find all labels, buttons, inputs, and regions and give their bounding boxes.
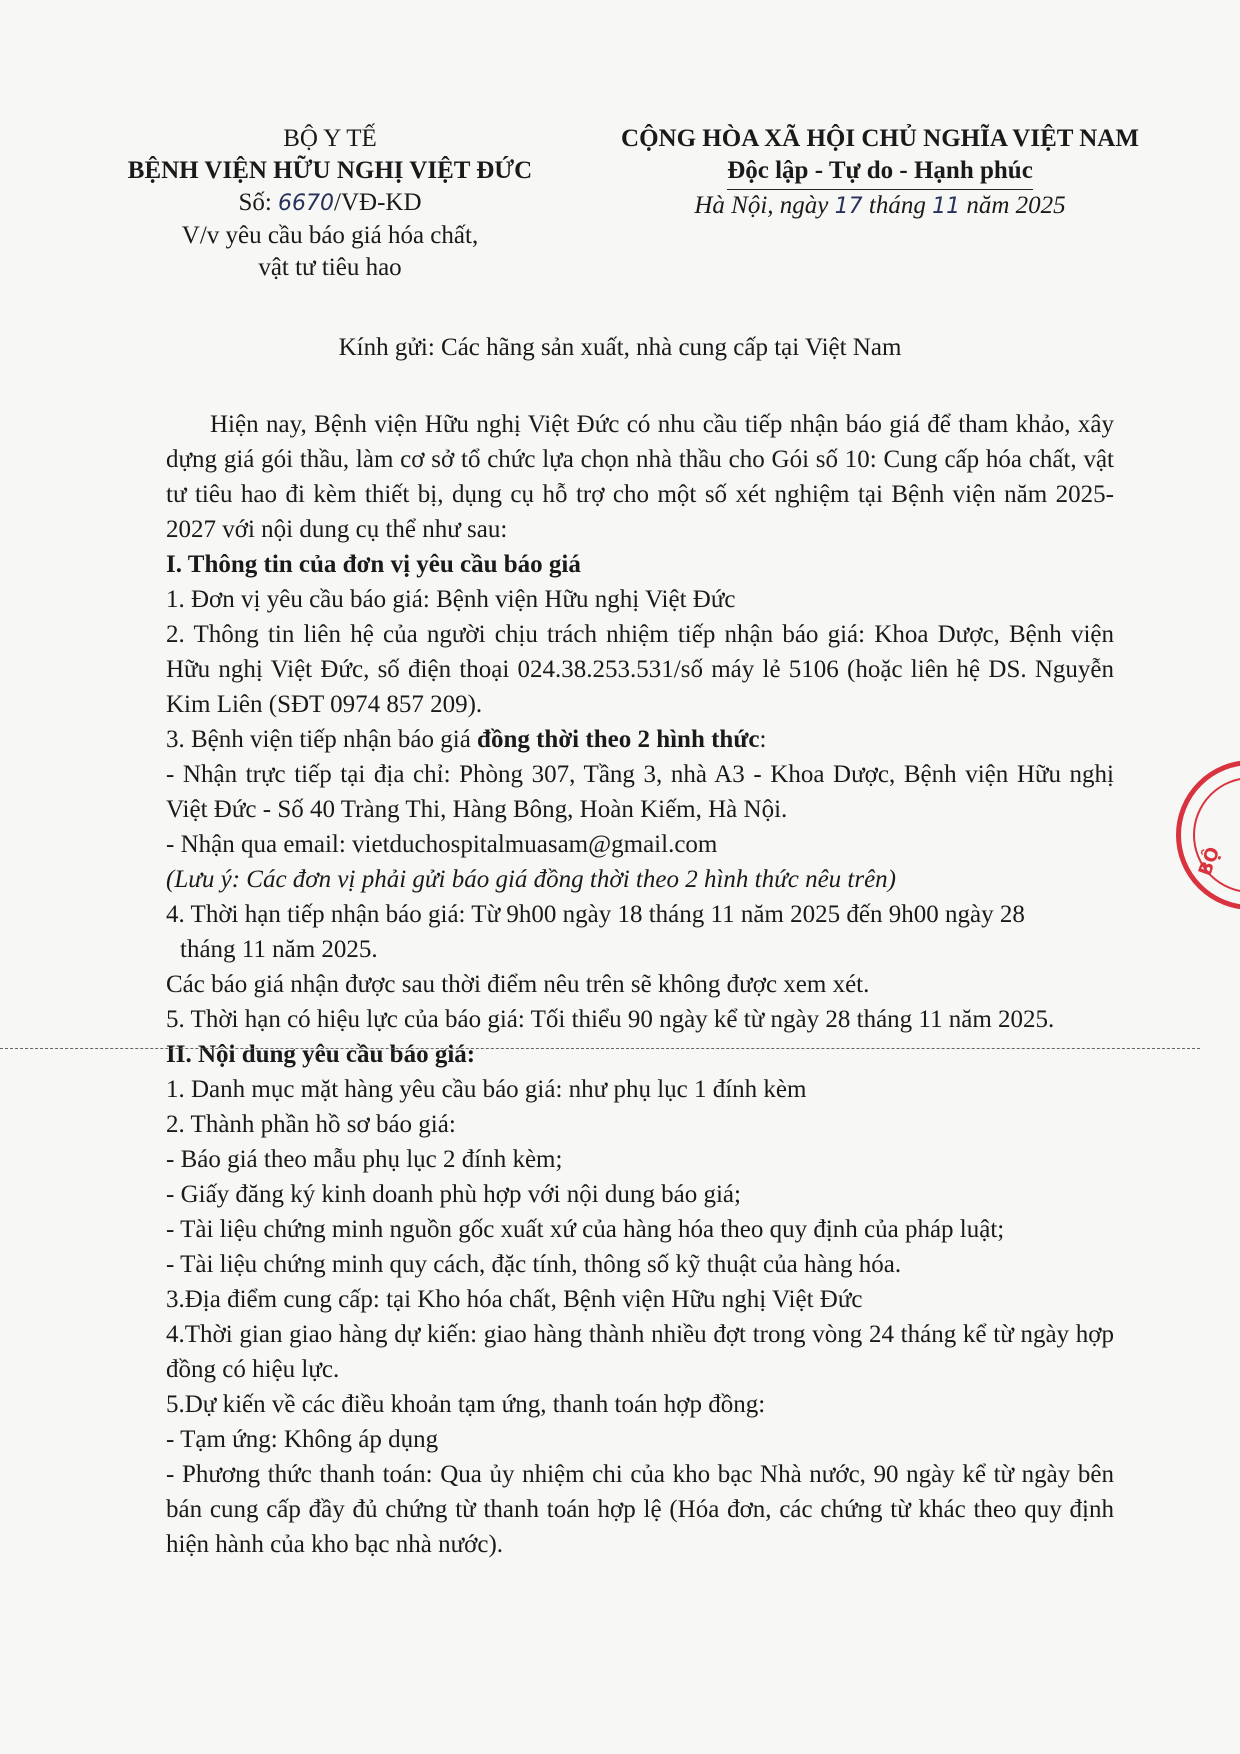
s1-item-3-emphasis: đồng thời theo 2 hình thức [477,726,760,753]
s1-item-3-email: - Nhận qua email: vietduchospitalmuasam@gmail.com [166,831,718,858]
section-1-title: I. Thông tin của đơn vị yêu cầu báo giá [166,551,581,578]
red-seal-stamp [1176,760,1240,910]
s1-item-3-colon: : [759,726,767,753]
s1-item-4-cont: tháng 11 năm 2025. [180,936,378,963]
s1-late-note: Các báo giá nhận được sau thời điểm nêu trên sẽ không được xem xét. [166,971,870,998]
national-motto: Độc lập - Tự do - Hạnh phúc [727,155,1033,190]
s2-item-2-c: - Tài liệu chứng minh nguồn gốc xuất xứ của hàng hóa theo quy định của pháp luật; [166,1216,1005,1243]
s2-item-5: 5.Dự kiến về các điều khoản tạm ứng, thanh toán hợp đồng: [166,1391,766,1418]
date-month-handwritten: 11 [932,194,961,219]
s2-item-5-b: - Phương thức thanh toán: Qua ủy nhiệm chi của kho bạc Nhà nước, 90 ngày kể từ ngày bên bán cung cấp đầy đủ chứng từ thanh toán hợp lệ (Hóa đơn, các chứng từ khác theo quy định hiện hành của kho bạc nhà nước). [166,1461,1114,1558]
section-2-title: II. Nội dung yêu cầu báo giá: [166,1041,476,1068]
national-heading [600,123,1160,223]
s2-item-2: 2. Thành phần hồ sơ báo giá: [166,1111,456,1138]
s1-item-1: 1. Đơn vị yêu cầu báo giá: Bệnh viện Hữu nghị Việt Đức [166,586,736,613]
s1-item-3-text: 3. Bệnh viện tiếp nhận báo giá [166,726,478,753]
date-prefix: Hà Nội, ngày [694,192,835,219]
country-name: CỘNG HÒA XÃ HỘI CHỦ NGHĨA VIỆT NAM [621,125,1139,152]
s2-item-1: 1. Danh mục mặt hàng yêu cầu báo giá: như phụ lục 1 đính kèm [166,1076,807,1103]
intro-paragraph: Hiện nay, Bệnh viện Hữu nghị Việt Đức có nhu cầu tiếp nhận báo giá để tham khảo, xây dựng giá gói thầu, làm cơ sở tổ chức lựa chọn nhà thầu cho Gói số 10: Cung cấp hóa chất, vật tư tiêu hao đi kèm thiết bị, dụng cụ hỗ trợ cho một số xét nghiệm tại Bệnh viện năm 2025-2027 với nội dung cụ thể như sau: [166,411,1114,543]
s1-item-2: 2. Thông tin liên hệ của người chịu trách nhiệm tiếp nhận báo giá: Khoa Dược, Bệnh viện Hữu nghị Việt Đức, số điện thoại 024.38.253.531/số máy lẻ 5106 (hoặc liên hệ DS. Nguyễn Kim Liên (SĐT 0974 857 209). [166,621,1114,718]
subject-line-1: V/v yêu cầu báo giá hóa chất, [181,222,479,249]
s1-item-5: 5. Thời hạn có hiệu lực của báo giá: Tối thiểu 90 ngày kể từ ngày 28 tháng 11 năm 2025. [166,1006,1055,1033]
ministry-name: BỘ Y TẾ [283,125,377,152]
date-day-handwritten: 17 [834,194,863,219]
issuer-block [120,123,540,284]
issue-date [600,190,1160,223]
s1-item-3 [166,722,1114,757]
s1-note: (Lưu ý: Các đơn vị phải gửi báo giá đồng thời theo 2 hình thức nêu trên) [166,866,897,893]
subject-line-2: vật tư tiêu hao [258,254,402,281]
hospital-name: BỆNH VIỆN HỮU NGHỊ VIỆT ĐỨC [127,157,533,184]
s1-item-4: 4. Thời hạn tiếp nhận báo giá: Từ 9h00 ngày 18 tháng 11 năm 2025 đến 9h00 ngày 28 [166,901,1025,928]
document-body [166,407,1114,1562]
s2-item-2-b: - Giấy đăng ký kinh doanh phù hợp với nội dung báo giá; [166,1181,741,1208]
s2-item-5-a: - Tạm ứng: Không áp dụng [166,1426,439,1453]
s2-item-2-a: - Báo giá theo mẫu phụ lục 2 đính kèm; [166,1146,563,1173]
date-month-label: tháng [862,192,933,219]
s1-item-3-direct: - Nhận trực tiếp tại địa chỉ: Phòng 307, Tầng 3, nhà A3 - Khoa Dược, Bệnh viện Hữu nghị Việt Đức - Số 40 Tràng Thi, Hàng Bông, Hoàn Kiếm, Hà Nội. [166,761,1114,823]
doc-no-suffix: /VĐ-KD [334,189,422,216]
scan-artifact-line [0,1048,1200,1049]
doc-no-prefix: Số: [238,189,279,216]
s2-item-4: 4.Thời gian giao hàng dự kiến: giao hàng thành nhiều đợt trong vòng 24 tháng kể từ ngày hợp đồng có hiệu lực. [166,1321,1114,1383]
recipient-line: Kính gửi: Các hãng sản xuất, nhà cung cấp tại Việt Nam [338,334,902,361]
stamp-text: BỘ [1194,844,1225,879]
doc-no-handwritten: 6670 [278,191,335,216]
document-number [120,187,540,220]
date-year: năm 2025 [960,192,1066,219]
s2-item-2-d: - Tài liệu chứng minh quy cách, đặc tính, thông số kỹ thuật của hàng hóa. [166,1251,902,1278]
s2-item-3: 3.Địa điểm cung cấp: tại Kho hóa chất, Bệnh viện Hữu nghị Việt Đức [166,1286,863,1313]
stamp-inner-ring [1193,777,1240,893]
